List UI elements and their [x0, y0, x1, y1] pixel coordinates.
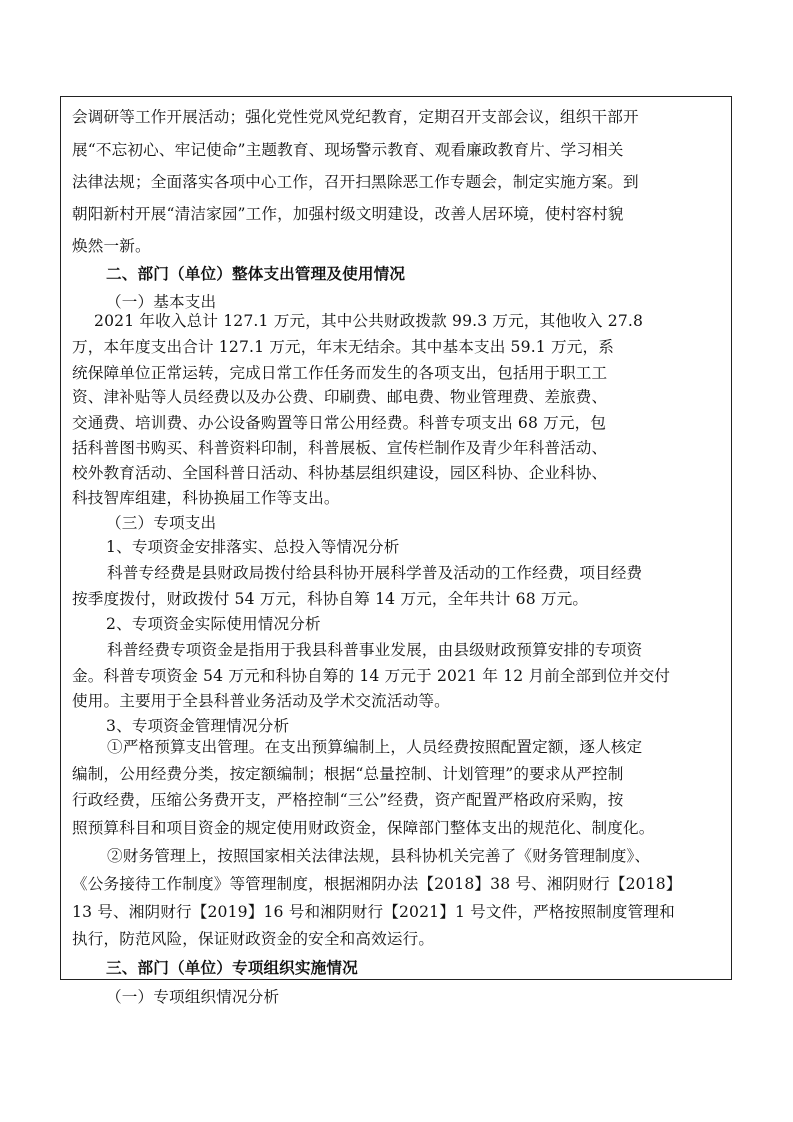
paragraph-line: 展“不忘初心、牢记使命”主题教育、现场警示教育、观看廉政教育片、学习相关	[72, 141, 624, 159]
paragraph-line: 行政经费，压缩公务费开支，严格控制“三公”经费，资产配置严格政府采购，按	[72, 791, 624, 809]
paragraph-line: 科普经费专项资金是指用于我县科普事业发展，由县级财政预算安排的专项资	[107, 641, 643, 659]
section-heading: 三、部门（单位）专项组织实施情况	[106, 959, 358, 977]
subsection-heading: （三）专项支出	[106, 514, 217, 532]
paragraph-line: 焕然一新。	[72, 237, 151, 255]
paragraph-line: ②财务管理上，按照国家相关法律法规，县科协机关完善了《财务管理制度》、	[107, 847, 651, 865]
subsection-heading: 1、专项资金安排落实、总投入等情况分析	[106, 538, 400, 556]
paragraph-line: 法律法规；全面落实各项中心工作，召开扫黑除恶工作专题会，制定实施方案。到	[72, 173, 639, 191]
paragraph-line: 朝阳新村开展“清洁家园”工作，加强村级文明建设，改善人居环境，使村容村貌	[72, 205, 624, 223]
paragraph-line: 科普专经费是县财政局拨付给县科协开展科学普及活动的工作经费，项目经费	[107, 564, 643, 582]
section-heading: 二、部门（单位）整体支出管理及使用情况	[106, 265, 406, 283]
paragraph-line: 统保障单位正常运转，完成日常工作任务而发生的各项支出，包括用于职工工	[72, 364, 608, 382]
paragraph-line: 执行，防范风险，保证财政资金的安全和高效运行。	[72, 930, 435, 948]
paragraph-line: 使用。主要用于全县科普业务活动及学术交流活动等。	[72, 692, 450, 710]
paragraph-line: 校外教育活动、全国科普日活动、科协基层组织建设，园区科协、企业科协、	[72, 464, 608, 482]
paragraph-line: 资、津补贴等人员经费以及办公费、印刷费、邮电费、物业管理费、差旅费、	[72, 388, 608, 406]
paragraph-line: 科技智库组建，科协换届工作等支出。	[72, 489, 340, 507]
paragraph-line: 《公务接待工作制度》等管理制度，根据湘阴办法【2018】38 号、湘阴财行【2018】	[72, 875, 682, 893]
paragraph-line: 交通费、培训费、办公设备购置等日常公用经费。科普专项支出 68 万元，包	[72, 414, 607, 432]
subsection-heading: 2、专项资金实际使用情况分析	[106, 615, 321, 633]
paragraph-line: 编制，公用经费分类，按定额编制；根据“总量控制、计划管理”的要求从严控制	[72, 765, 624, 783]
subsection-heading: （一）基本支出	[106, 293, 217, 311]
paragraph-line: 金。科普专项资金 54 万元和科协自筹的 14 万元于 2021 年 12 月前全部到位并交付	[72, 667, 671, 685]
paragraph-line: 括科普图书购买、科普资料印制，科普展板、宣传栏制作及青少年科普活动、	[72, 439, 608, 457]
paragraph-line: 会调研等工作开展活动；强化党性党风党纪教育，定期召开支部会议，组织干部开	[72, 108, 639, 126]
subsection-heading: （一）专项组织情况分析	[106, 988, 280, 1006]
paragraph-line: ①严格预算支出管理。在支出预算编制上，人员经费按照配置定额，逐人核定	[107, 738, 643, 756]
paragraph-line: 按季度拨付，财政拨付 54 万元，科协自筹 14 万元，全年共计 68 万元。	[72, 590, 589, 608]
paragraph-line: 2021 年收入总计 127.1 万元，其中公共财政拨款 99.3 万元，其他收入 27.8	[94, 312, 644, 330]
subsection-heading: 3、专项资金管理情况分析	[106, 717, 290, 735]
paragraph-line: 万，本年度支出合计 127.1 万元，年末无结余。其中基本支出 59.1 万元，系	[72, 338, 614, 356]
paragraph-line: 13 号、湘阴财行【2019】16 号和湘阴财行【2021】1 号文件，严格按照制度管理和	[72, 903, 675, 921]
paragraph-line: 照预算科目和项目资金的规定使用财政资金，保障部门整体支出的规范化、制度化。	[72, 819, 655, 837]
